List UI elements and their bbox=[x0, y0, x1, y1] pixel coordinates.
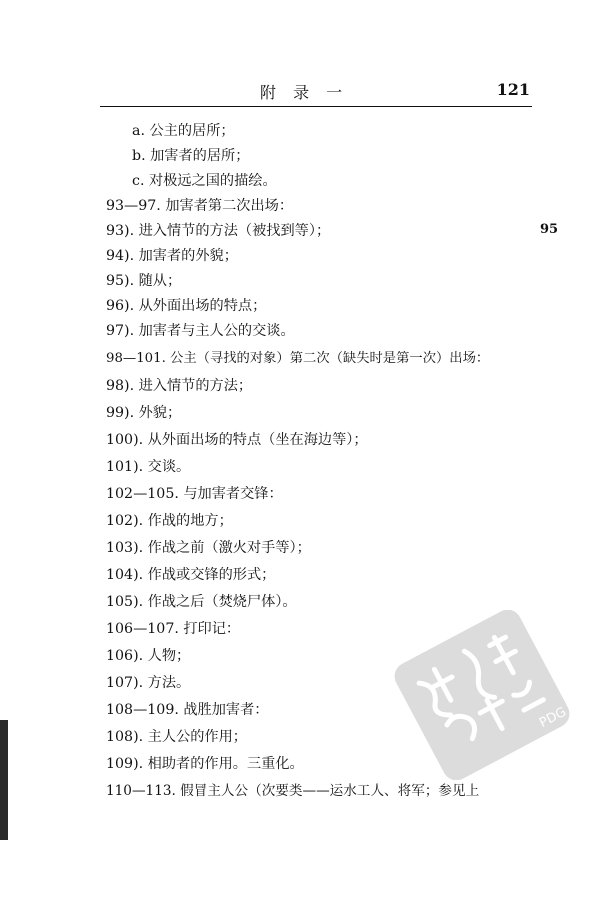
text-line: 106—107. 打印记： bbox=[106, 621, 241, 637]
margin-page-number: 95 bbox=[540, 222, 559, 237]
text-line: 108). 主人公的作用； bbox=[106, 729, 247, 745]
text-line: 100). 从外面出场的特点（坐在海边等）； bbox=[106, 432, 368, 448]
text-line: 93). 进入情节的方法（被找到等）； bbox=[106, 223, 331, 239]
text-line: 102—105. 与加害者交锋： bbox=[106, 486, 283, 502]
text-line: 97). 加害者与主人公的交谈。 bbox=[106, 323, 295, 339]
text-line: 99). 外貌； bbox=[106, 405, 182, 421]
text-line: 108—109. 战胜加害者： bbox=[106, 702, 269, 718]
text-line: 109). 相助者的作用。三重化。 bbox=[106, 756, 304, 772]
text-line: 104). 作战或交锋的形式； bbox=[106, 567, 276, 583]
text-line: 106). 人物； bbox=[106, 648, 191, 664]
library-seal-watermark bbox=[392, 610, 572, 780]
text-line: b. 加害者的居所； bbox=[132, 148, 250, 164]
seal-text: PDG bbox=[537, 704, 569, 732]
running-header-title: 附 录 一 bbox=[260, 83, 349, 102]
text-line: 110—113. 假冒主人公（次要类——运水工人、将军；参见上 bbox=[106, 783, 480, 799]
text-line: 93—97. 加害者第二次出场： bbox=[106, 198, 294, 214]
text-line: 105). 作战之后（焚烧尸体）。 bbox=[106, 594, 297, 610]
text-line: c. 对极远之国的描绘。 bbox=[132, 173, 277, 189]
text-line: 107). 方法。 bbox=[106, 675, 191, 691]
text-line: 102). 作战的地方； bbox=[106, 513, 233, 529]
text-line: 96). 从外面出场的特点； bbox=[106, 298, 267, 314]
text-line: 98). 进入情节的方法； bbox=[106, 378, 253, 394]
text-line: a. 公主的居所； bbox=[132, 123, 235, 139]
text-line: 95). 随从； bbox=[106, 273, 182, 289]
text-line: 103). 作战之前（激火对手等）； bbox=[106, 540, 311, 556]
text-line: 98—101. 公主（寻找的对象）第二次（缺失时是第一次）出场： bbox=[106, 351, 490, 366]
text-line: 94). 加害者的外貌； bbox=[106, 248, 238, 264]
scan-edge-shadow bbox=[0, 720, 8, 840]
text-line: 101). 交谈。 bbox=[106, 459, 191, 475]
page-number: 121 bbox=[496, 80, 530, 99]
